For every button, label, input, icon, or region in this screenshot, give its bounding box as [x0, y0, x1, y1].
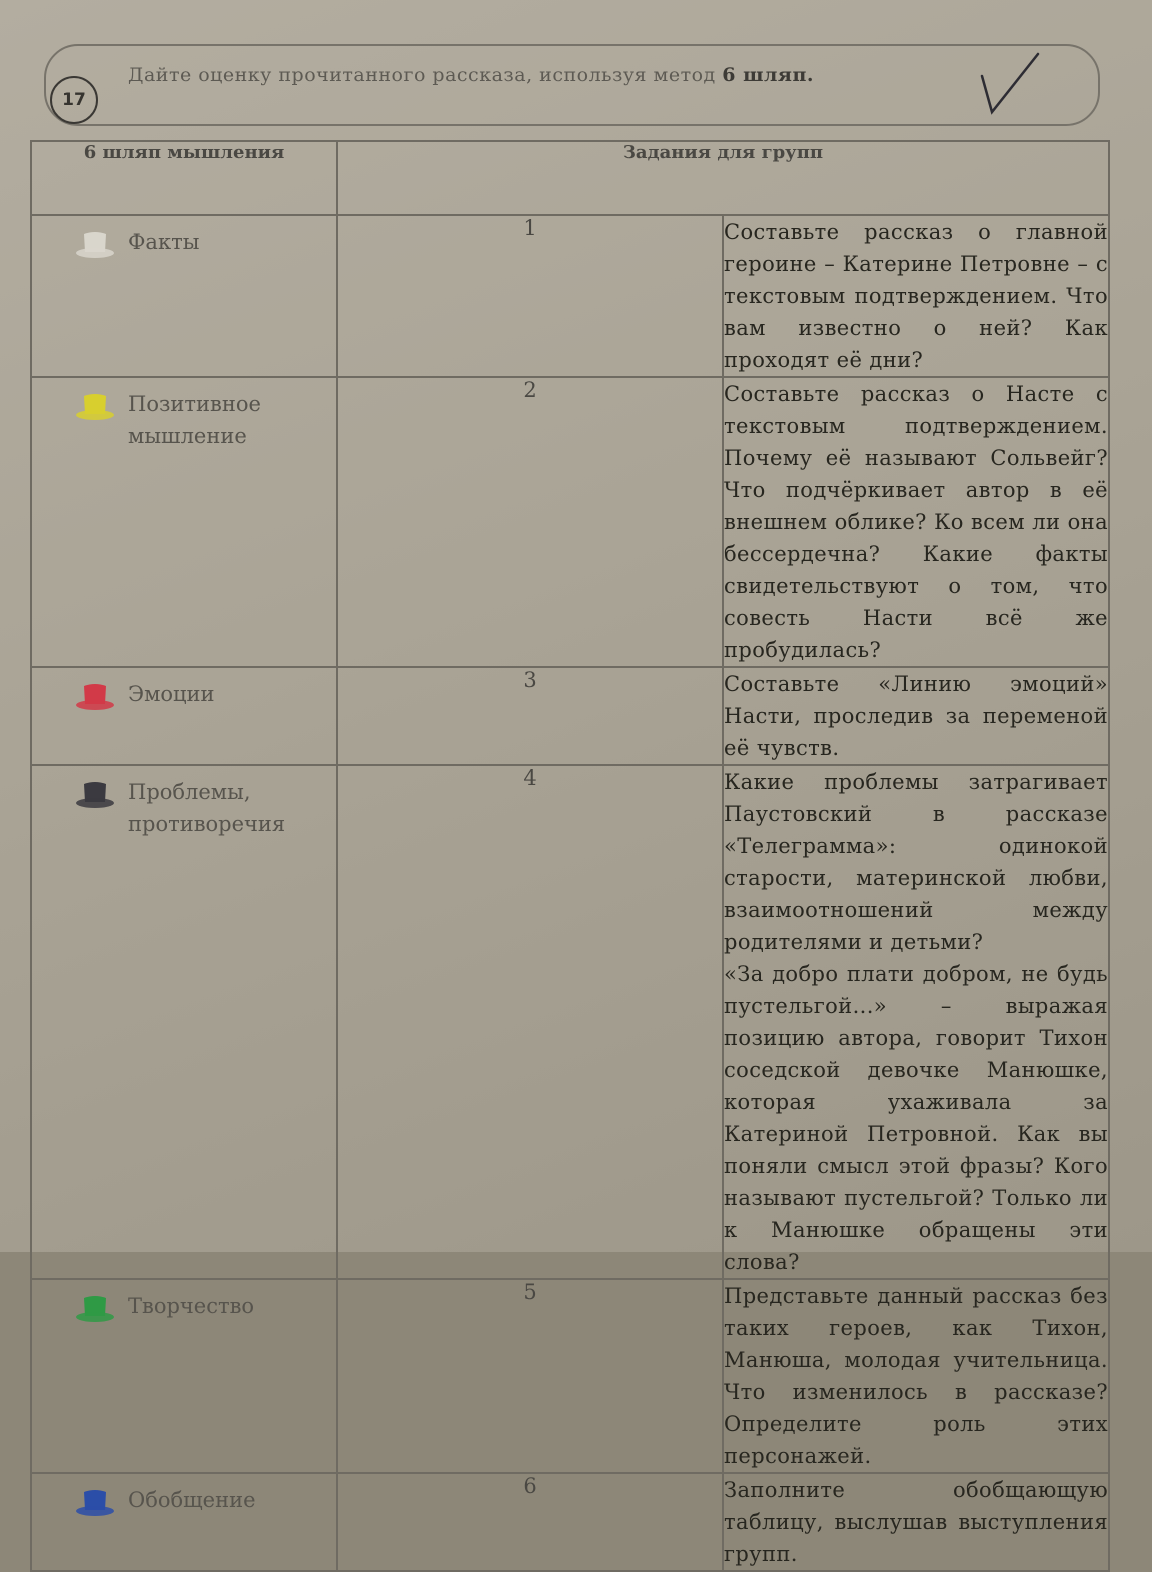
- task-text: Какие проблемы затрагивает Паустовский в рассказе «Телеграмма»: одинокой старости, материнской любви, взаимоотношений между родителями и детьми?: [724, 770, 1108, 954]
- hat-cell: [31, 377, 337, 667]
- task-instruction-text: Дайте оценку прочитанного рассказа, используя метод: [128, 64, 716, 86]
- check-mark-icon: [978, 50, 1048, 120]
- task-cell: [723, 1279, 1109, 1473]
- task-cell: [723, 667, 1109, 765]
- task-text: Составьте «Линию эмоций» Насти, проследив за переменой её чувств.: [724, 672, 1108, 760]
- task-cell: [723, 765, 1109, 1279]
- task-text: Составьте рассказ о Насте с текстовым подтверждением. Почему её называют Сольвейг? Что подчёркивает автор в её внешнем облике? Ко всем ли она бессердечна? Какие факты свидетельствуют о том, что совесть Насти всё же пробудилась?: [724, 382, 1108, 662]
- hat-label: Творчество: [128, 1294, 255, 1318]
- group-number: 3: [337, 667, 723, 765]
- task-text: Представьте данный рассказ без таких героев, как Тихон, Манюша, молодая учительница. Что изменилось в рассказе? Определите роль этих персонажей.: [724, 1284, 1108, 1468]
- task-number-badge: 17: [50, 76, 98, 124]
- hat-label: Проблемы, противоречия: [128, 780, 286, 836]
- hat-cell: [31, 667, 337, 765]
- hat-label: Факты: [128, 230, 200, 254]
- task-text-continued: «За добро плати добром, не будь пустельгой...» – выражая позицию автора, говорит Тихон соседской девочке Манюшке, которая ухаживала за Катериной Петровной. Как вы поняли смысл этой фразы? Кого называют пустельгой? Только ли к Манюшке обращены эти слова?: [724, 962, 1108, 1274]
- header-tasks: Задания для групп: [337, 141, 1109, 215]
- hat-icon: [74, 1488, 116, 1520]
- task-instruction-bold: 6 шляп.: [722, 64, 814, 86]
- six-hats-table: [30, 140, 1110, 1572]
- table-row: [31, 215, 1109, 377]
- hat-label: Эмоции: [128, 682, 215, 706]
- table-row: [31, 1473, 1109, 1571]
- task-text: Составьте рассказ о главной героине – Катерине Петровне – с текстовым подтверждением. Что вам известно о ней? Как проходят её дни?: [724, 220, 1108, 372]
- group-number: 5: [337, 1279, 723, 1473]
- task-cell: [723, 215, 1109, 377]
- group-number: 4: [337, 765, 723, 1279]
- task-cell: [723, 377, 1109, 667]
- table-row: [31, 765, 1109, 1279]
- header-hats: 6 шляп мышления: [31, 141, 337, 215]
- hat-icon: [74, 1294, 116, 1326]
- table-row: [31, 667, 1109, 765]
- hat-cell: [31, 215, 337, 377]
- hat-icon: [74, 230, 116, 262]
- group-number: 6: [337, 1473, 723, 1571]
- hat-icon: [74, 392, 116, 424]
- table-row: [31, 377, 1109, 667]
- task-cell: [723, 1473, 1109, 1571]
- task-instruction: [128, 64, 814, 86]
- hat-label: Позитивное мышление: [128, 392, 261, 448]
- hat-cell: [31, 1279, 337, 1473]
- hat-icon: [74, 780, 116, 812]
- hat-label: Обобщение: [128, 1488, 256, 1512]
- group-number: 2: [337, 377, 723, 667]
- table-row: [31, 1279, 1109, 1473]
- hat-cell: [31, 765, 337, 1279]
- hat-cell: [31, 1473, 337, 1571]
- task-text: Заполните обобщающую таблицу, выслушав выступления групп.: [724, 1478, 1108, 1566]
- hat-icon: [74, 682, 116, 714]
- group-number: 1: [337, 215, 723, 377]
